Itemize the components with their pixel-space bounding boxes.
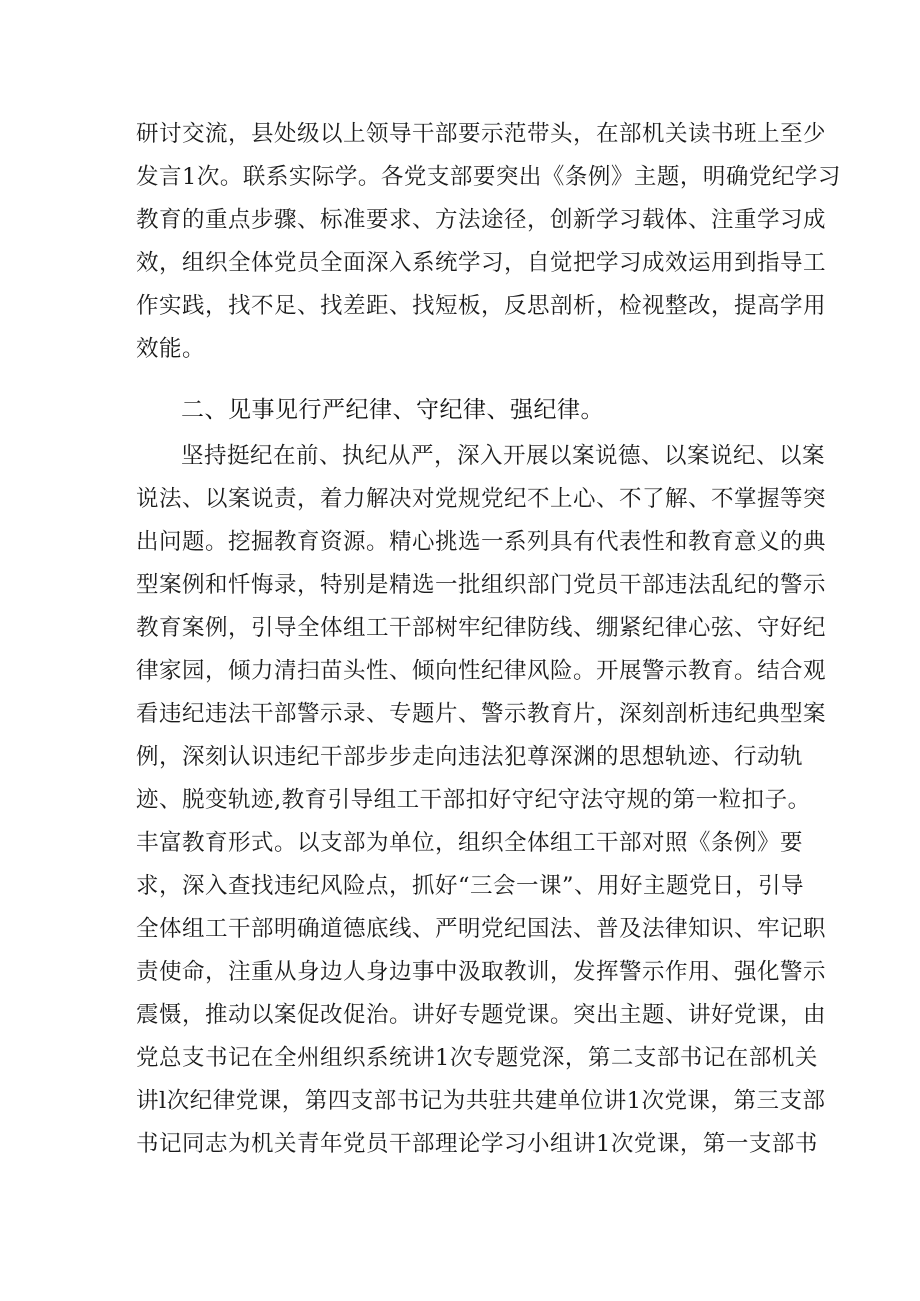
paragraph-line: 迹、脱变轨迹,教育引导组工干部扣好守纪守法守规的第一粒扣子。 [136,787,811,813]
paragraph-line: 全体组工干部明确道德底线、严明党纪国法、普及法律知识、牢记职 [136,916,827,942]
paragraph-line: 党总支书记在全州组织系统讲1次专题党深，第二支部书记在部机关 [136,1045,818,1071]
paragraph-line: 作实践，找不足、找差距、找短板，反思剖析，检视整改，提高学用 [136,293,827,319]
paragraph-line: 效能。 [136,336,206,362]
paragraph-line: 教育案例，引导全体组工干部树牢纪律防线、绷紧纪律心弦、守好纪 [136,615,827,641]
paragraph-line: 教育的重点步骤、标准要求、方法途径，创新学习载体、注重学习成 [136,207,827,233]
paragraph-line: 出问题。挖掘教育资源。精心挑选一系列具有代表性和教育意义的典 [136,529,827,555]
paragraph-line: 坚持挺纪在前、执纪从严，深入开展以案说德、以案说纪、以案 [181,443,826,469]
paragraph-line: 讲l次纪律党课，第四支部书记为共驻共建单位讲1次党课，第三支部 [136,1088,826,1114]
paragraph-line: 律家园，倾力清扫苗头性、倾向性纪律风险。开展警示教育。结合观 [136,658,827,684]
paragraph-line: 震慑，推动以案促改促治。讲好专题党课。突出主题、讲好党课，由 [136,1002,827,1028]
paragraph-line: 丰富教育形式。以支部为单位，组织全体组工干部对照《条例》要 [136,830,804,856]
paragraph-line: 型案例和忏悔录，特别是精选一批组织部门党员干部违法乱纪的警示 [136,572,827,598]
paragraph-line: 效，组织全体党员全面深入系统学习，自觉把学习成效运用到指导工 [136,250,827,276]
paragraph-line: 研讨交流，县处级以上领导干部要示范带头，在部机关读书班上至少 [136,121,827,147]
paragraph-line: 发言1次。联系实际学。各党支部要突出《条例》主题，明确党纪学习 [136,164,841,190]
paragraph-line: 说法、以案说责，着力解决对党规党纪不上心、不了解、不掌握等突 [136,486,827,512]
paragraph-line: 书记同志为机关青年党员干部理论学习小组讲1次党课，第一支部书 [136,1131,818,1157]
paragraph-line: 求，深入查找违纪风险点，抓好“三会一课”、用好主题党日，引导 [136,873,805,899]
section-heading: 二、见事见行严纪律、守纪律、强纪律。 [181,397,604,423]
paragraph-line: 看违纪违法干部警示录、专题片、警示教育片，深刻剖析违纪典型案 [136,701,827,727]
paragraph-line: 例，深刻认识违纪干部步步走向违法犯尊深渊的思想轨迹、行动轨 [136,744,804,770]
paragraph-line: 责使命，注重从身边人身边事中汲取教训，发挥警示作用、强化警示 [136,959,827,985]
